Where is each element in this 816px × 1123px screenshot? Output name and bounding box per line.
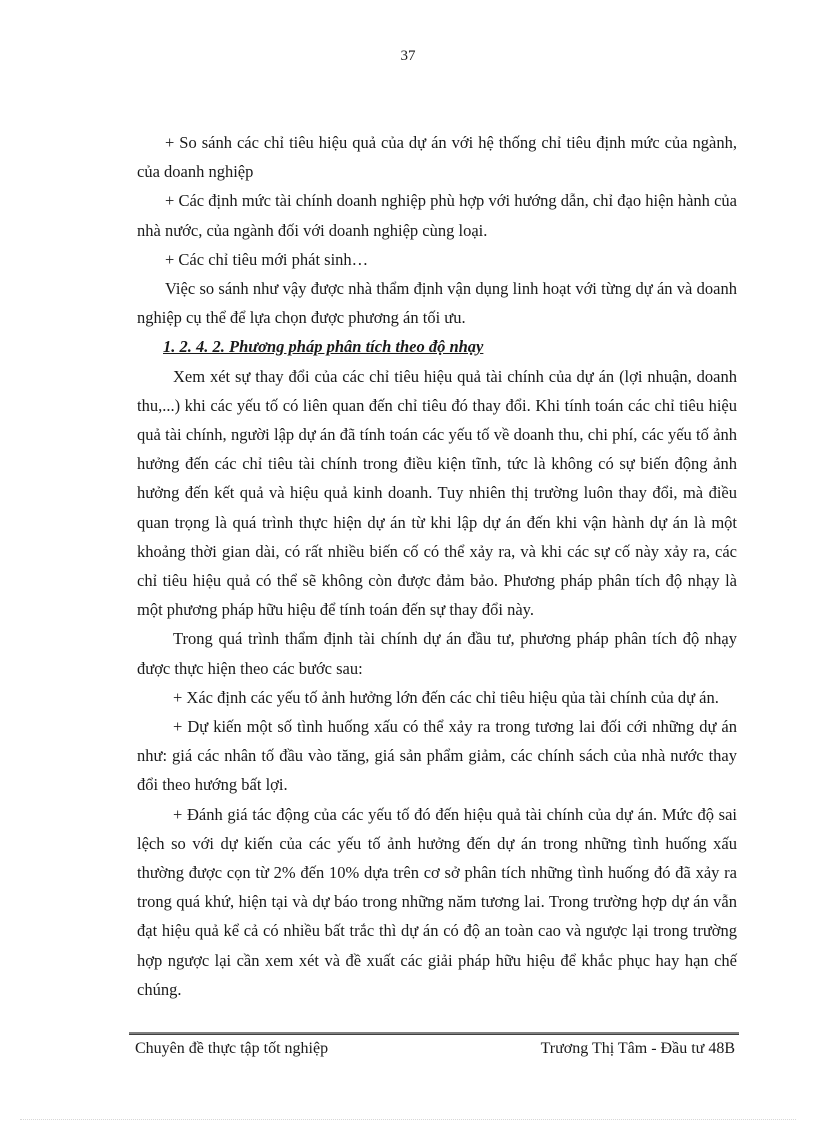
paragraph-compare-indicators: + So sánh các chỉ tiêu hiệu quả của dự án với hệ thống chỉ tiêu định mức của ngành, của doanh nghiệp (137, 133, 737, 182)
footer-report-title: Chuyên đề thực tập tốt nghiệp (135, 1040, 329, 1057)
paragraph-step-evaluate: + Đánh giá tác động của các yếu tố đó đến hiệu quả tài chính của dự án. Mức độ sai lệch so với dự kiến của các yếu tố ảnh hưởng đến dự án trong những tình huống xấu thường được cọn từ 2% đến 10% dựa trên cơ sở phân tích những tình huống đó đã xảy ra trong quá khứ, hiện tại và dự báo trong những năm tương lai. Trong trường hợp dự án vẫn đạt hiệu quả kể cả có nhiều bất trắc thì dự án có độ an toàn cao và ngược lại trong trường hợp ngược lại cần xem xét và đề xuất các giải pháp hữu hiệu để khắc phục hay hạn chế chúng. (137, 804, 737, 999)
document-body (137, 128, 737, 1004)
paragraph-sensitivity-intro: Xem xét sự thay đổi của các chỉ tiêu hiệu quả tài chính của dự án (lợi nhuận, doanh thu,...) khi các yếu tố có liên quan đến chỉ tiêu đó thay đổi. Khi tính toán các chỉ tiêu hiệu quả tài chính, người lập dự án đã tính toán các yếu tố về doanh thu, chi phí, các yếu tố ảnh hưởng đến các chỉ tiêu tài chính trong điều kiện tĩnh, tức là không có sự biến động ảnh hưởng đến kết quả và hiệu quả kinh doanh. Tuy nhiên thị trường luôn thay đổi, mà điều quan trọng là quá trình thực hiện dự án từ khi lập dự án đến khi vận hành dự án là một khoảng thời gian dài, có rất nhiều biến cố có thể xảy ra, và khi các sự cố này xảy ra, các chỉ tiêu hiệu quả có thể sẽ không còn được đảm bảo. Phương pháp phân tích độ nhạy là một phương pháp hữu hiệu để tính toán đến sự thay đổi này. (137, 366, 737, 620)
paragraph-step-forecast: + Dự kiến một số tình huống xấu có thể xảy ra trong tương lai đối cới những dự án như: giá các nhân tố đầu vào tăng, giá sản phẩm giảm, các chính sách của nhà nước thay đổi theo hướng bất lợi. (137, 717, 737, 795)
page-number: 37 (400, 48, 416, 64)
paragraph-step-identify: + Xác định các yếu tố ảnh hưởng lớn đến các chỉ tiêu hiệu qủa tài chính của dự án. (173, 687, 719, 707)
section-heading: 1. 2. 4. 2. Phương pháp phân tích theo độ nhạy (163, 337, 484, 357)
page-bottom-border (20, 1119, 796, 1120)
paragraph-new-indicators: + Các chỉ tiêu mới phát sinh… (165, 249, 369, 269)
page-footer (135, 1040, 735, 1058)
paragraph-financial-norms: + Các định mức tài chính doanh nghiệp phù hợp với hướng dẫn, chỉ đạo hiện hành của nhà nước, của ngành đối với doanh nghiệp cùng loại. (137, 191, 737, 240)
footer-divider (129, 1032, 739, 1035)
footer-author: Trương Thị Tâm - Đầu tư 48B (540, 1040, 735, 1057)
paragraph-comparison-summary: Việc so sánh như vậy được nhà thẩm định vận dụng linh hoạt với từng dự án và doanh nghiệp cụ thể để lựa chọn được phương án tối ưu. (137, 279, 737, 328)
paragraph-sensitivity-steps: Trong quá trình thẩm định tài chính dự án đầu tư, phương pháp phân tích độ nhạy được thực hiện theo các bước sau: (137, 629, 737, 678)
